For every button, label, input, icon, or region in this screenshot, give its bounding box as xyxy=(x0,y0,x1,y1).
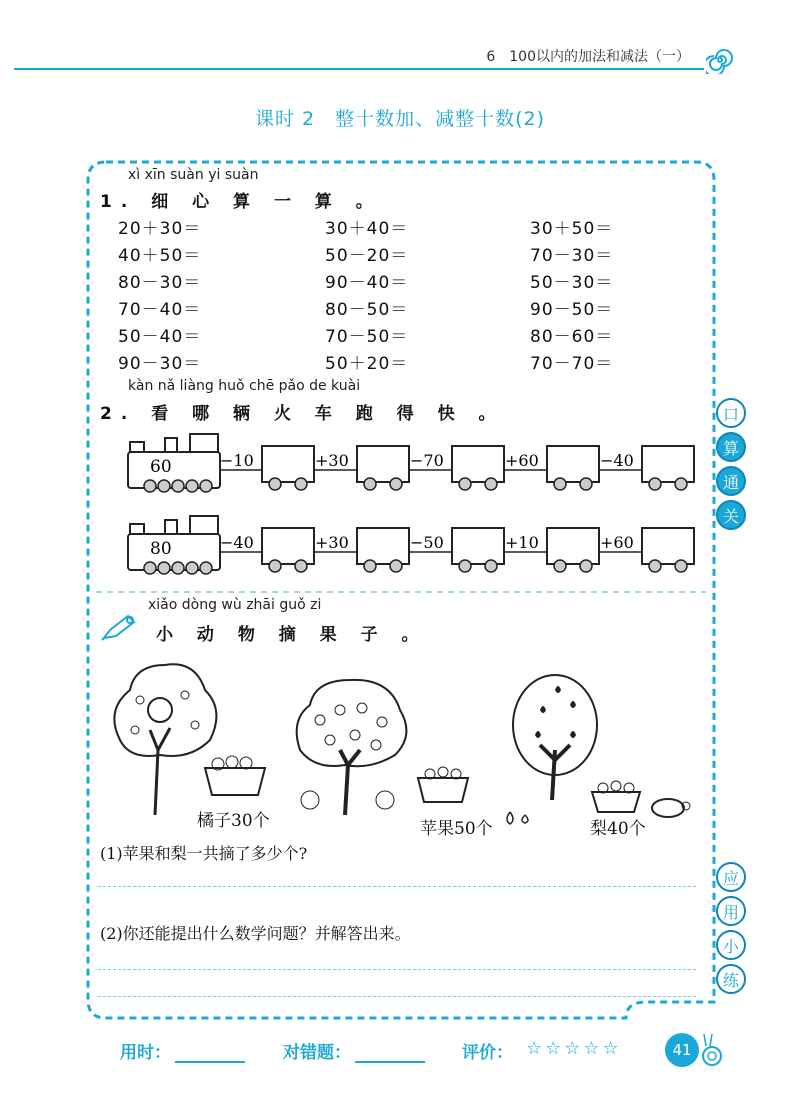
wheel-icon xyxy=(390,478,402,490)
train-start-value: 80 xyxy=(150,539,172,559)
apple-tree-icon xyxy=(297,680,407,815)
train-operation: +30 xyxy=(315,533,349,552)
train-operation: −40 xyxy=(220,533,254,552)
wheel-icon xyxy=(295,478,307,490)
basket-icon xyxy=(592,781,640,812)
train-operation: −50 xyxy=(410,533,444,552)
section3-pinyin: xiǎo dòng wù zhāi guǒ zi xyxy=(148,597,322,613)
train-car-answer-box xyxy=(357,528,409,564)
turtle-icon xyxy=(652,799,690,817)
pear-icon xyxy=(507,812,528,824)
snail-icon xyxy=(698,1030,726,1070)
page-number: 41 xyxy=(665,1033,699,1067)
calc-item: 50－30＝ xyxy=(530,273,614,293)
wheel-icon xyxy=(649,560,661,572)
side-tab-oral xyxy=(716,398,746,534)
train-car-answer-box xyxy=(357,446,409,482)
train-car-answer-box xyxy=(452,528,504,564)
train-car-answer-box xyxy=(547,446,599,482)
train-car-answer-box xyxy=(262,446,314,482)
basket-icon xyxy=(418,767,468,802)
side-tab-char: 关 xyxy=(716,500,746,530)
header-rule xyxy=(14,68,704,70)
wheel-icon xyxy=(554,478,566,490)
side-tab-char: 练 xyxy=(716,964,746,994)
train-car-answer-box xyxy=(642,446,694,482)
wheel-icon xyxy=(364,478,376,490)
orange-count-label: 橘子30个 xyxy=(197,811,270,831)
train-car-answer-box xyxy=(547,528,599,564)
side-tab-char: 口 xyxy=(716,398,746,428)
answer-line[interactable] xyxy=(98,969,696,970)
calc-item: 90－50＝ xyxy=(530,300,614,320)
wheel-icon xyxy=(269,560,281,572)
train-start-value: 60 xyxy=(150,457,172,477)
section2-title: 2. 看 哪 辆 火 车 跑 得 快 。 xyxy=(100,404,505,424)
wheel-icon xyxy=(580,478,592,490)
rating-label: 评价： xyxy=(462,1043,513,1063)
side-tab-applied xyxy=(716,862,746,998)
calc-item: 80－30＝ xyxy=(118,273,202,293)
calc-item: 50＋20＝ xyxy=(325,354,409,374)
wheel-icon xyxy=(485,478,497,490)
locomotive-icon xyxy=(128,516,220,574)
calc-item: 90－40＝ xyxy=(325,273,409,293)
wheel-icon xyxy=(580,560,592,572)
section1-title: 1. 细 心 算 一 算 。 xyxy=(100,192,382,212)
section3-title: 小 动 物 摘 果 子 。 xyxy=(156,625,428,645)
wheel-icon xyxy=(390,560,402,572)
orange-tree-icon xyxy=(114,664,216,815)
errors-label: 对错题： xyxy=(283,1043,351,1063)
calc-item: 20＋30＝ xyxy=(118,219,202,239)
calc-item: 30＋50＝ xyxy=(530,219,614,239)
rating-stars[interactable]: ☆☆☆☆☆ xyxy=(526,1038,622,1059)
apple-count-label: 苹果50个 xyxy=(420,819,493,839)
side-tab-char: 应 xyxy=(716,862,746,892)
section1-pinyin: xì xīn suàn yi suàn xyxy=(128,167,259,183)
train-operation: −40 xyxy=(600,451,634,470)
train-operation: +60 xyxy=(505,451,539,470)
trains-diagram xyxy=(120,430,700,580)
calc-item: 70－50＝ xyxy=(325,327,409,347)
calc-item: 70－70＝ xyxy=(530,354,614,374)
answer-line[interactable] xyxy=(98,886,696,887)
errors-blank[interactable] xyxy=(355,1061,425,1063)
calc-item: 80－60＝ xyxy=(530,327,614,347)
question-1: (1)苹果和梨一共摘了多少个? xyxy=(100,844,308,863)
calc-item: 50－40＝ xyxy=(118,327,202,347)
calc-item: 70－40＝ xyxy=(118,300,202,320)
chapter-title: 6 100以内的加法和减法（一） xyxy=(486,49,690,65)
side-tab-char: 算 xyxy=(716,432,746,462)
train-operation: +10 xyxy=(505,533,539,552)
errors-field[interactable] xyxy=(283,1038,425,1063)
side-tab-char: 用 xyxy=(716,896,746,926)
wheel-icon xyxy=(459,560,471,572)
calc-item: 70－30＝ xyxy=(530,246,614,266)
pen-icon xyxy=(100,612,138,642)
wheel-icon xyxy=(269,478,281,490)
wheel-icon xyxy=(459,478,471,490)
spiral-icon xyxy=(706,46,734,74)
wheel-icon xyxy=(554,560,566,572)
train-operation: +60 xyxy=(600,533,634,552)
side-tab-char: 通 xyxy=(716,466,746,496)
locomotive-icon xyxy=(128,434,220,492)
fruit-trees-illustration xyxy=(100,650,700,840)
time-label: 用时： xyxy=(120,1043,171,1063)
train-operation: +30 xyxy=(315,451,349,470)
calc-item: 30＋40＝ xyxy=(325,219,409,239)
calc-item: 90－30＝ xyxy=(118,354,202,374)
time-blank[interactable] xyxy=(175,1061,245,1063)
wheel-icon xyxy=(364,560,376,572)
calc-item: 40＋50＝ xyxy=(118,246,202,266)
calc-item: 50－20＝ xyxy=(325,246,409,266)
wheel-icon xyxy=(675,560,687,572)
side-tab-char: 小 xyxy=(716,930,746,960)
lesson-title: 课时 2 整十数加、减整十数(2) xyxy=(254,108,546,130)
basket-icon xyxy=(205,756,265,795)
time-field[interactable] xyxy=(120,1038,245,1063)
calc-item: 80－50＝ xyxy=(325,300,409,320)
wheel-icon xyxy=(649,478,661,490)
wheel-icon xyxy=(675,478,687,490)
train-car-answer-box xyxy=(452,446,504,482)
answer-line[interactable] xyxy=(98,996,696,997)
pear-count-label: 梨40个 xyxy=(590,819,646,839)
train-2 xyxy=(128,516,695,574)
wheel-icon xyxy=(295,560,307,572)
question-2: (2)你还能提出什么数学问题？并解答出来。 xyxy=(100,924,411,943)
section2-pinyin: kàn nǎ liàng huǒ chē pǎo de kuài xyxy=(128,378,361,394)
train-operation: −10 xyxy=(220,451,254,470)
train-1 xyxy=(128,434,695,492)
train-car-answer-box xyxy=(642,528,694,564)
wheel-icon xyxy=(485,560,497,572)
pear-tree-icon xyxy=(513,675,597,800)
train-car-answer-box xyxy=(262,528,314,564)
train-operation: −70 xyxy=(410,451,444,470)
